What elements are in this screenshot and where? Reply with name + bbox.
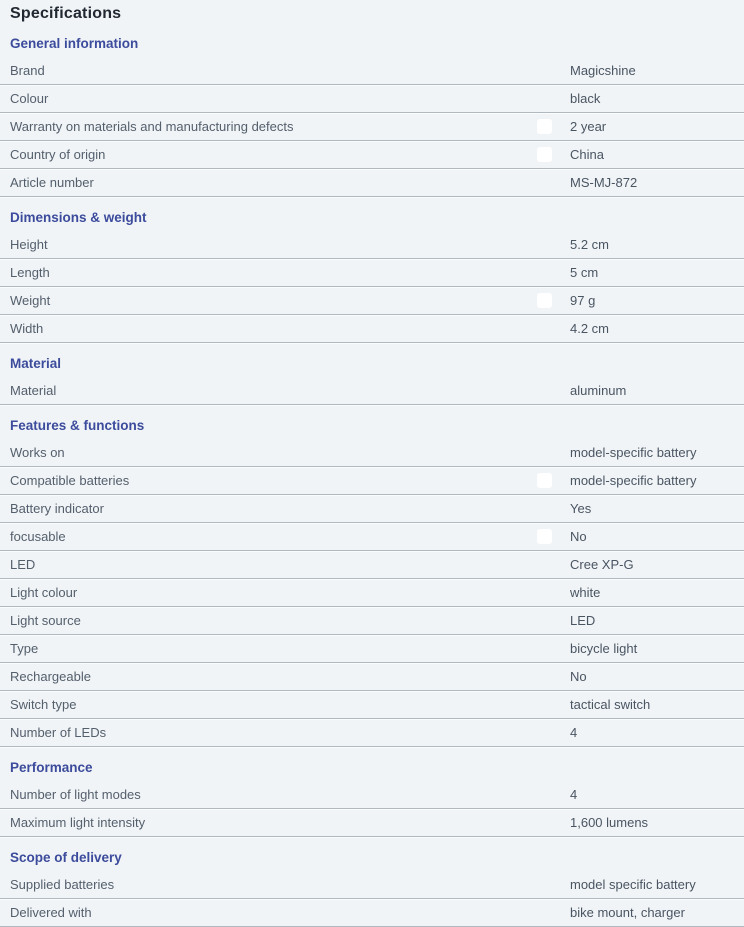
table-row xyxy=(0,495,744,523)
section-scope-of-delivery xyxy=(0,850,744,927)
section-material xyxy=(0,356,744,405)
table-row xyxy=(0,467,744,495)
section-performance xyxy=(0,760,744,837)
info-icon[interactable] xyxy=(537,293,552,308)
spec-value: Cree XP-G xyxy=(570,557,634,572)
spec-value: 97 g xyxy=(570,293,596,308)
icon-slot xyxy=(537,119,570,134)
spec-label: Length xyxy=(10,265,50,280)
section-header: Scope of delivery xyxy=(10,850,122,865)
spec-value: 1,600 lumens xyxy=(570,815,649,830)
table-row xyxy=(0,781,744,809)
info-icon[interactable] xyxy=(537,147,552,162)
spec-label: Supplied batteries xyxy=(10,877,115,892)
table-row xyxy=(0,809,744,837)
section-header: Dimensions & weight xyxy=(10,210,147,225)
spec-value: Magicshine xyxy=(570,63,636,78)
spec-value: black xyxy=(570,91,601,106)
spec-value: 4.2 cm xyxy=(570,321,610,336)
spec-value: No xyxy=(570,669,587,684)
spec-label: Colour xyxy=(10,91,49,106)
table-row xyxy=(0,315,744,343)
spec-label: Material xyxy=(10,383,57,398)
spec-value: model-specific battery xyxy=(570,473,697,488)
table-row xyxy=(0,607,744,635)
spec-value: bicycle light xyxy=(570,641,638,656)
table-row xyxy=(0,691,744,719)
page-title: Specifications xyxy=(10,5,122,22)
spec-value: tactical switch xyxy=(570,697,651,712)
spec-label: LED xyxy=(10,557,36,572)
section-header: Features & functions xyxy=(10,418,145,433)
spec-label: Light colour xyxy=(10,585,78,600)
spec-value: 4 xyxy=(570,725,578,740)
icon-slot xyxy=(537,529,570,544)
spec-label: Maximum light intensity xyxy=(10,815,146,830)
spec-label: Switch type xyxy=(10,697,77,712)
table-row xyxy=(0,85,744,113)
table-row xyxy=(0,871,744,899)
table-row xyxy=(0,231,744,259)
table-row xyxy=(0,113,744,141)
spec-value: No xyxy=(570,529,587,544)
spec-label: Weight xyxy=(10,293,51,308)
section-features-functions xyxy=(0,418,744,747)
spec-value: MS-MJ-872 xyxy=(570,175,638,190)
table-row xyxy=(0,663,744,691)
table-row xyxy=(0,57,744,85)
spec-label: focusable xyxy=(10,529,66,544)
spec-value: 2 year xyxy=(570,119,607,134)
spec-label: Works on xyxy=(10,445,65,460)
table-row xyxy=(0,169,744,197)
spec-label: Country of origin xyxy=(10,147,106,162)
spec-label: Delivered with xyxy=(10,905,92,920)
spec-value: aluminum xyxy=(570,383,627,398)
spec-value: Yes xyxy=(570,501,592,516)
info-icon[interactable] xyxy=(537,473,552,488)
spec-value: model-specific battery xyxy=(570,445,697,460)
spec-value: LED xyxy=(570,613,596,628)
icon-slot xyxy=(537,293,570,308)
spec-label: Type xyxy=(10,641,39,656)
spec-label: Brand xyxy=(10,63,45,78)
spec-label: Number of LEDs xyxy=(10,725,107,740)
section-header: Performance xyxy=(10,760,93,775)
table-row xyxy=(0,259,744,287)
section-dimensions-weight xyxy=(0,210,744,343)
section-header: General information xyxy=(10,36,139,51)
spec-label: Number of light modes xyxy=(10,787,141,802)
spec-label: Light source xyxy=(10,613,81,628)
table-row xyxy=(0,141,744,169)
spec-label: Height xyxy=(10,237,48,252)
spec-value: bike mount, charger xyxy=(570,905,685,920)
spec-value: 5 cm xyxy=(570,265,599,280)
spec-value: white xyxy=(570,585,601,600)
table-row xyxy=(0,899,744,927)
icon-slot xyxy=(537,147,570,162)
table-row xyxy=(0,719,744,747)
section-header: Material xyxy=(10,356,62,371)
spec-value: China xyxy=(570,147,604,162)
spec-label: Article number xyxy=(10,175,94,190)
spec-value: model specific battery xyxy=(570,877,696,892)
spec-label: Warranty on materials and manufacturing defects xyxy=(10,119,294,134)
spec-value: 5.2 cm xyxy=(570,237,610,252)
info-icon[interactable] xyxy=(537,119,552,134)
icon-slot xyxy=(537,473,570,488)
table-row xyxy=(0,551,744,579)
spec-label: Rechargeable xyxy=(10,669,91,684)
table-row xyxy=(0,377,744,405)
section-general-information xyxy=(0,36,744,197)
table-row xyxy=(0,635,744,663)
table-row xyxy=(0,579,744,607)
table-row xyxy=(0,287,744,315)
table-row xyxy=(0,523,744,551)
info-icon[interactable] xyxy=(537,529,552,544)
spec-value: 4 xyxy=(570,787,578,802)
table-row xyxy=(0,439,744,467)
spec-label: Battery indicator xyxy=(10,501,104,516)
spec-label: Width xyxy=(10,321,44,336)
spec-label: Compatible batteries xyxy=(10,473,130,488)
